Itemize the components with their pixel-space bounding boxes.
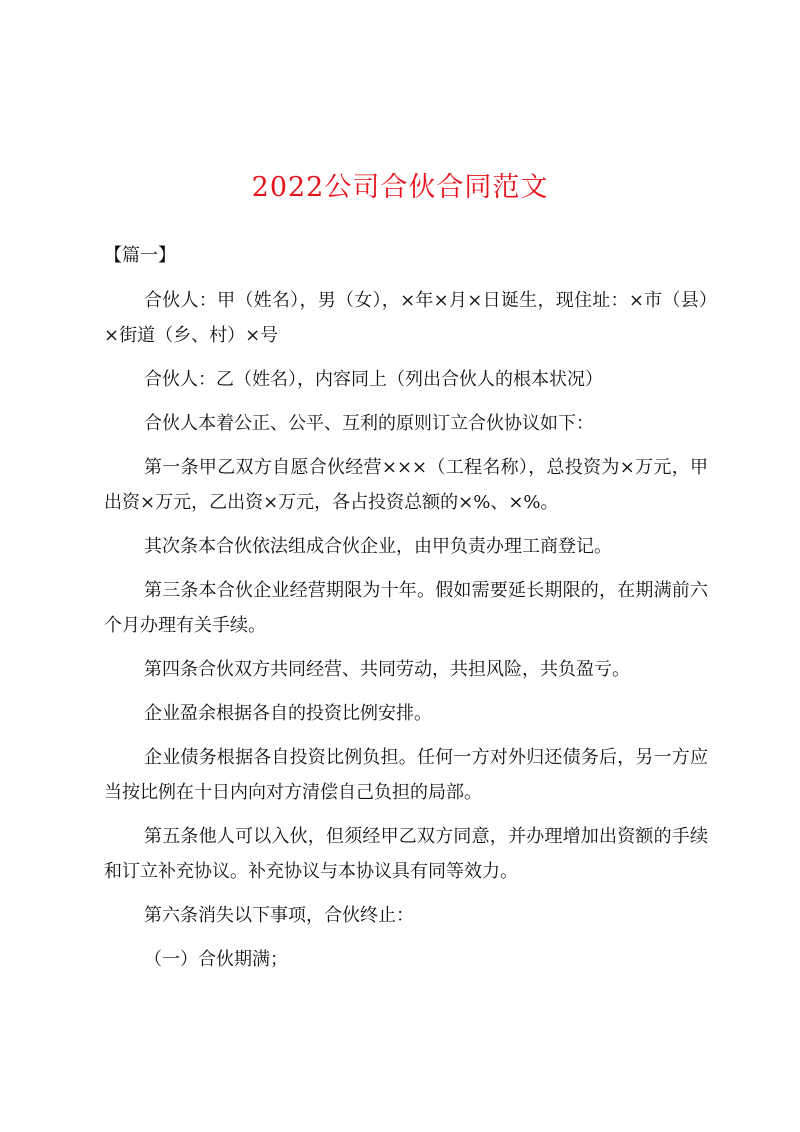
paragraph-term-expiry: （一）合伙期满； (144, 949, 288, 970)
paragraph-article-5: 第五条他人可以入伙，但须经甲乙双方同意，并办理增加出资额的手续和订立补充协议。补充协议与本协议具有同等效力。 (104, 826, 708, 882)
paragraph-partner-b: 合伙人：乙（姓名），内容同上（列出合伙人的根本状况） (144, 369, 603, 390)
paragraph-article-6: 第六条消失以下事项，合伙终止： (144, 905, 414, 926)
document-body (104, 241, 708, 986)
paragraph-article-1: 第一条甲乙双方自愿合伙经营×××（工程名称），总投资为×万元，甲出资×万元，乙出资×万元，各占投资总额的×%、×%。 (104, 457, 708, 513)
paragraph-debt-sharing: 企业债务根据各自投资比例负担。任何一方对外归还债务后，另一方应当按比例在十日内向对方清偿自己负担的局部。 (104, 747, 708, 803)
document-title: 2022公司合伙合同范文 (251, 172, 549, 203)
section-label: 【篇一】 (104, 245, 176, 266)
paragraph-article-4: 第四条合伙双方共同经营、共同劳动，共担风险，共负盈亏。 (144, 659, 630, 680)
paragraph-partner-a: 合伙人：甲（姓名），男（女），×年×月×日诞生，现住址：×市（县）×街道（乡、村）×号 (104, 290, 708, 346)
paragraph-article-2: 其次条本合伙依法组成合伙企业，由甲负责办理工商登记。 (144, 536, 612, 557)
paragraph-principles: 合伙人本着公正、公平、互利的原则订立合伙协议如下： (144, 413, 594, 434)
paragraph-article-3: 第三条本合伙企业经营期限为十年。假如需要延长期限的，在期满前六个月办理有关手续。 (104, 580, 708, 636)
paragraph-profit-distribution: 企业盈余根据各自的投资比例安排。 (144, 703, 432, 724)
